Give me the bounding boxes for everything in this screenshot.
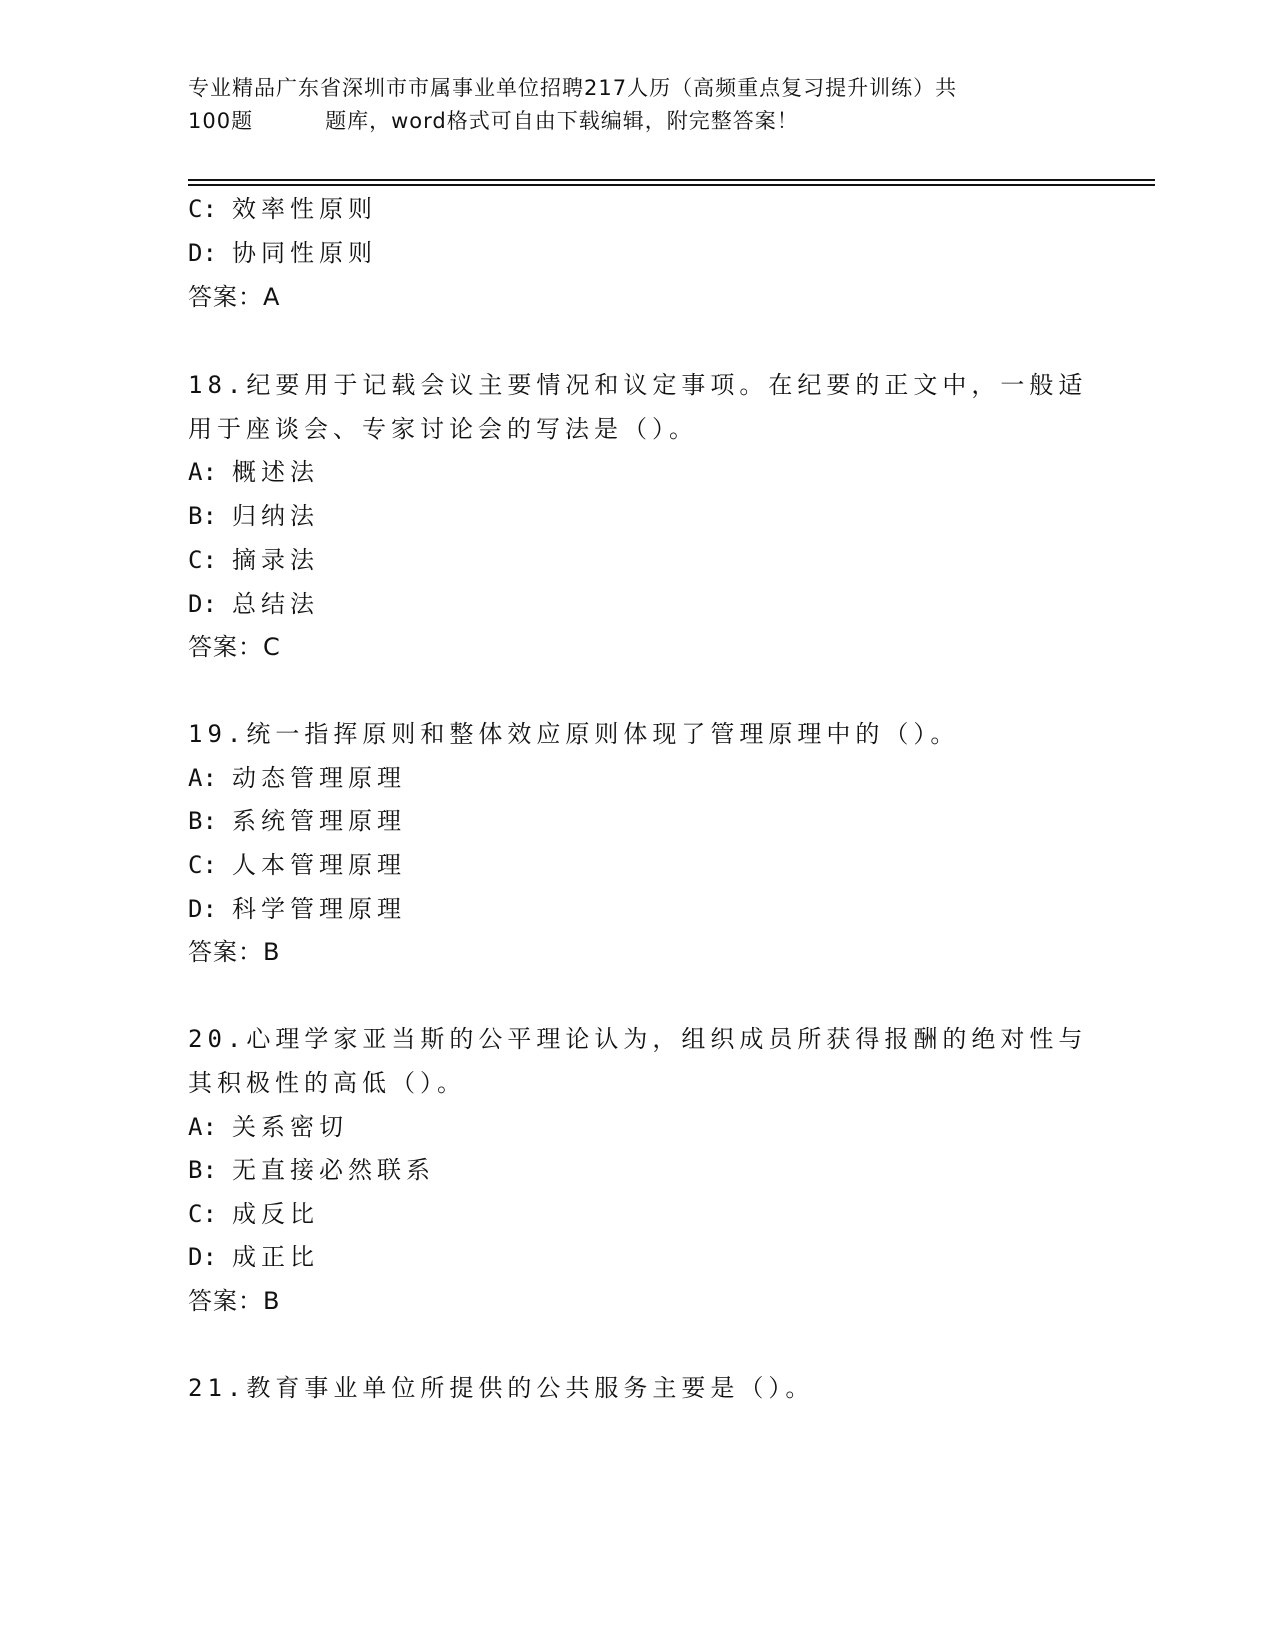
- q17-option-c: C: 效率性原则: [188, 195, 377, 223]
- header-description: 题库，word格式可自由下载编辑，附完整答案！: [325, 109, 799, 133]
- q19-option-d: D: 科学管理原理: [188, 895, 406, 923]
- q20-answer: 答案：B: [188, 1287, 281, 1315]
- q19-option-c: C: 人本管理原理: [188, 851, 406, 879]
- q19-option-a: A: 动态管理原理: [188, 764, 406, 792]
- header-title-line1: 专业精品广东省深圳市市属事业单位招聘217人历（高频重点复习提升训练）共: [188, 76, 958, 100]
- q17-option-d: D: 协同性原则: [188, 239, 377, 267]
- q18-option-d: D: 总结法: [188, 590, 319, 618]
- header-divider-bottom: [188, 184, 1155, 186]
- q19-stem-line1: 19.统一指挥原则和整体效应原则体现了管理原理中的（）。: [188, 720, 960, 748]
- q20-option-c: C: 成反比: [188, 1200, 319, 1228]
- q20-stem-line2: 其积极性的高低（）。: [188, 1069, 466, 1097]
- q20-option-b: B: 无直接必然联系: [188, 1156, 435, 1184]
- header-divider-top: [188, 179, 1155, 181]
- q18-option-b: B: 归纳法: [188, 502, 319, 530]
- q18-option-a: A: 概述法: [188, 458, 319, 486]
- document-header: [188, 72, 1078, 138]
- q20-option-a: A: 关系密切: [188, 1113, 348, 1141]
- q19-answer: 答案：B: [188, 938, 281, 966]
- q18-stem-line2: 用于座谈会、专家讨论会的写法是（）。: [188, 415, 698, 443]
- q21-stem-line1: 21.教育事业单位所提供的公共服务主要是（）。: [188, 1374, 815, 1402]
- header-count: 100题: [188, 109, 254, 133]
- q17-answer: 答案：A: [188, 283, 281, 311]
- header-title-line2: [188, 105, 1078, 138]
- q20-option-d: D: 成正比: [188, 1243, 319, 1271]
- q18-option-c: C: 摘录法: [188, 546, 319, 574]
- q18-answer: 答案：C: [188, 633, 281, 661]
- q18-stem-line1: 18.纪要用于记载会议主要情况和议定事项。在纪要的正文中，一般适: [188, 371, 1088, 399]
- q19-option-b: B: 系统管理原理: [188, 807, 406, 835]
- q20-stem-line1: 20.心理学家亚当斯的公平理论认为，组织成员所获得报酬的绝对性与: [188, 1025, 1088, 1053]
